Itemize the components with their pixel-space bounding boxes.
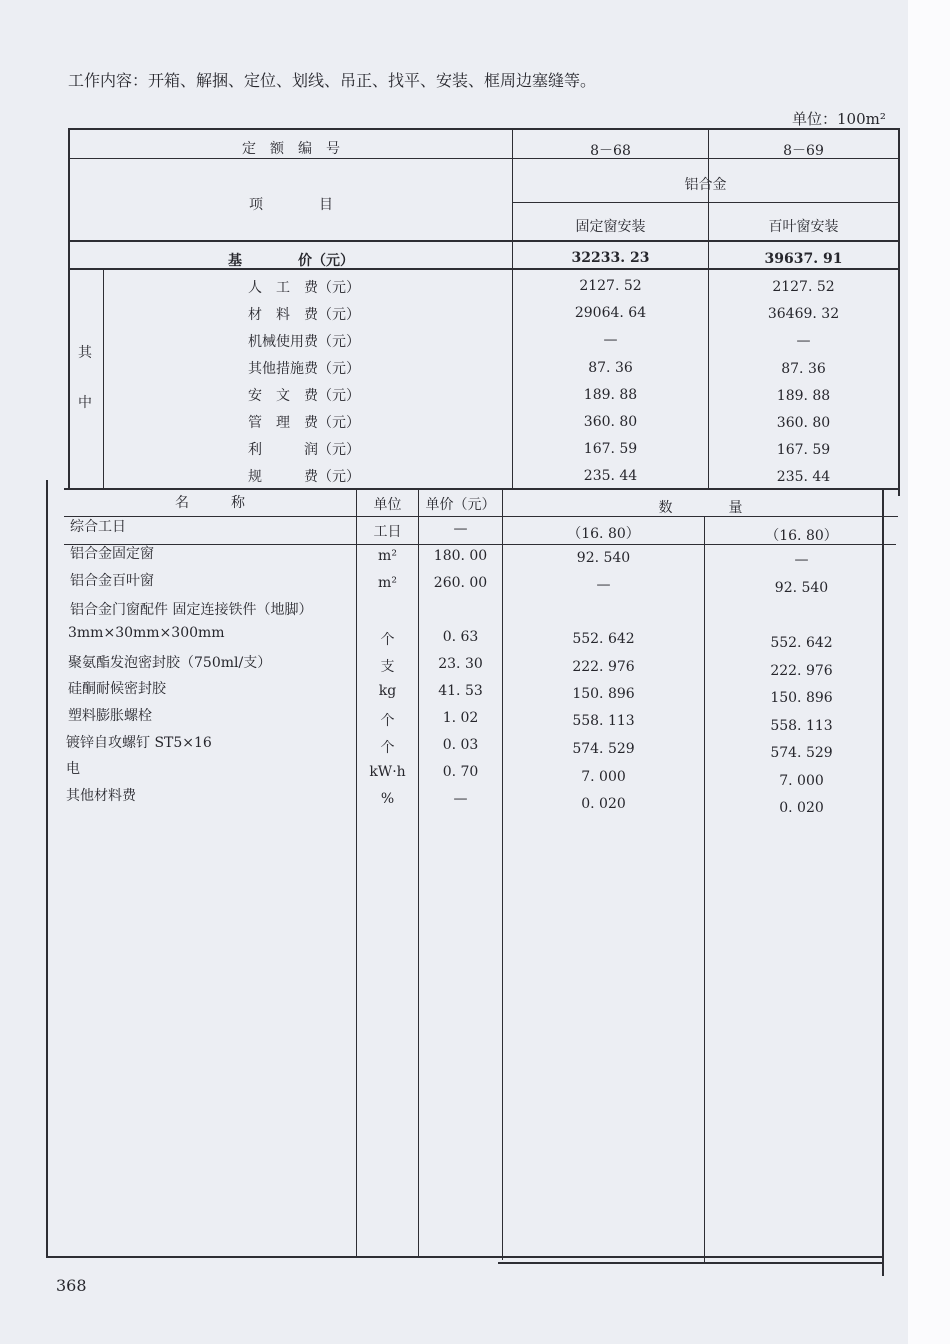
quota-no-label: 定 额 编 号 [242, 141, 340, 157]
material-price: 0. 70 [442, 764, 479, 780]
material-price: 41. 53 [438, 683, 483, 699]
breakdown-value-2: 87. 36 [781, 361, 826, 377]
material-price: 23. 30 [438, 656, 483, 672]
material-qty-1: 558. 113 [572, 713, 635, 729]
material-unit: 支 [380, 659, 395, 675]
col-qty-header: 数 量 [658, 500, 743, 516]
breakdown-label: 其他措施费（元） [248, 361, 360, 377]
breakdown-label: 规 费（元） [248, 469, 360, 485]
material-unit: kW·h [369, 764, 406, 780]
side-label-bottom: 中 [78, 395, 92, 411]
breakdown-value-2: 189. 88 [776, 388, 831, 404]
breakdown-value-2: 167. 59 [776, 442, 831, 458]
breakdown-label: 机械使用费（元） [248, 334, 360, 350]
material-qty-1: （16. 80） [567, 526, 640, 542]
material-price: 1. 02 [442, 710, 479, 726]
breakdown-label: 管 理 费（元） [248, 415, 360, 431]
breakdown-label: 安 文 费（元） [248, 388, 360, 404]
breakdown-value-1: 167. 59 [583, 441, 638, 457]
breakdown-value-1: — [603, 332, 618, 348]
material-price: 180. 00 [433, 548, 488, 564]
material-qty-2: 150. 896 [770, 690, 833, 706]
material-qty-2: 574. 529 [770, 745, 833, 761]
category-label: 铝合金 [684, 177, 727, 193]
material-qty-1: 574. 529 [572, 741, 635, 757]
material-name: 铝合金百叶窗 [70, 573, 154, 589]
page-edge-shadow [908, 0, 950, 1344]
base-price-1: 32233. 23 [571, 250, 650, 266]
breakdown-value-1: 29064. 64 [574, 305, 647, 321]
material-name: 铝合金门窗配件 固定连接铁件（地脚） [70, 602, 313, 618]
material-qty-1: 7. 000 [581, 769, 626, 785]
material-qty-2: 0. 020 [779, 800, 824, 816]
material-qty-1: 552. 642 [572, 631, 635, 647]
breakdown-value-2: 235. 44 [776, 469, 831, 485]
breakdown-value-1: 189. 88 [583, 387, 638, 403]
material-qty-1: — [596, 577, 611, 593]
code-8-68: 8－68 [590, 143, 631, 159]
base-price-2: 39637. 91 [764, 251, 843, 267]
code-8-69: 8－69 [783, 143, 824, 159]
material-qty-2: 552. 642 [770, 635, 833, 651]
material-qty-1: 92. 540 [576, 550, 631, 566]
material-qty-2: 222. 976 [770, 663, 833, 679]
col-price-header: 单价（元） [425, 497, 496, 513]
material-name: 电 [66, 761, 80, 777]
material-unit: m² [378, 548, 397, 564]
material-unit: 个 [380, 713, 395, 729]
material-qty-1: 222. 976 [572, 659, 635, 675]
material-unit: m² [378, 575, 397, 591]
breakdown-value-1: 360. 80 [583, 414, 638, 430]
material-name: 铝合金固定窗 [70, 546, 154, 562]
material-unit: 个 [380, 632, 395, 648]
breakdown-label: 材 料 费（元） [248, 307, 360, 323]
col-unit-header: 单位 [373, 497, 402, 513]
sub-item-fixed: 固定窗安装 [575, 219, 646, 235]
breakdown-value-1: 2127. 52 [579, 278, 642, 294]
page-number: 368 [56, 1276, 87, 1295]
material-unit: kg [378, 683, 397, 699]
material-price: 0. 03 [442, 737, 479, 753]
material-name: 3mm×30mm×300mm [68, 625, 225, 641]
unit-label: 单位：100m² [792, 110, 886, 128]
breakdown-value-2: — [796, 333, 811, 349]
material-price: — [453, 791, 468, 807]
material-price: 260. 00 [433, 575, 488, 591]
breakdown-label: 利 润（元） [248, 442, 360, 458]
work-content: 工作内容：开箱、解捆、定位、划线、吊正、找平、安装、框周边塞缝等。 [68, 71, 597, 90]
material-qty-2: — [794, 552, 809, 568]
base-price-label: 基 价（元） [228, 253, 354, 269]
material-name: 聚氨酯发泡密封胶（750ml/支） [68, 655, 272, 671]
breakdown-value-2: 36469. 32 [767, 306, 840, 322]
breakdown-value-1: 87. 36 [588, 360, 633, 376]
material-qty-2: 92. 540 [774, 580, 829, 596]
breakdown-value-2: 2127. 52 [772, 279, 835, 295]
material-qty-2: 558. 113 [770, 718, 833, 734]
item-label: 项 目 [249, 197, 333, 213]
material-unit: 工日 [373, 524, 402, 540]
material-qty-1: 150. 896 [572, 686, 635, 702]
material-unit: % [380, 791, 395, 807]
breakdown-value-1: 235. 44 [583, 468, 638, 484]
material-price: — [453, 521, 468, 537]
material-name: 镀锌自攻螺钉 ST5×16 [66, 735, 212, 751]
material-name: 硅酮耐候密封胶 [68, 681, 166, 697]
material-name: 综合工日 [70, 519, 126, 535]
material-qty-1: 0. 020 [581, 796, 626, 812]
material-unit: 个 [380, 740, 395, 756]
material-qty-2: （16. 80） [765, 528, 838, 544]
breakdown-value-2: 360. 80 [776, 415, 831, 431]
side-label-top: 其 [78, 345, 92, 361]
breakdown-label: 人 工 费（元） [248, 280, 360, 296]
material-name: 塑料膨胀螺栓 [68, 708, 152, 724]
material-qty-2: 7. 000 [779, 773, 824, 789]
col-name-header: 名 称 [175, 495, 245, 511]
material-price: 0. 63 [442, 629, 479, 645]
sub-item-louver: 百叶窗安装 [768, 219, 839, 235]
material-name: 其他材料费 [66, 788, 136, 804]
